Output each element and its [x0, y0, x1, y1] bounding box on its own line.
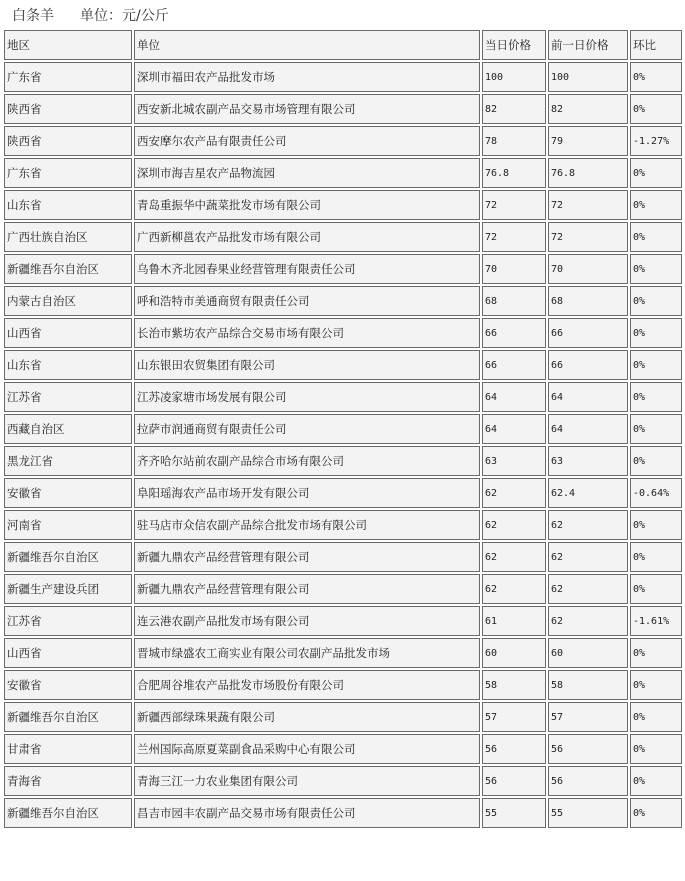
today-price-cell: 66 — [482, 350, 546, 380]
previous-price-cell: 55 — [548, 798, 628, 828]
table-body — [4, 62, 682, 828]
today-price-cell: 62 — [482, 574, 546, 604]
today-price-cell: 82 — [482, 94, 546, 124]
region-cell: 黑龙江省 — [4, 446, 132, 476]
column-header-change: 环比 — [630, 30, 682, 60]
previous-price-cell: 72 — [548, 222, 628, 252]
today-price-cell: 56 — [482, 734, 546, 764]
change-cell: 0% — [630, 254, 682, 284]
today-price-cell: 62 — [482, 510, 546, 540]
today-price-cell: 58 — [482, 670, 546, 700]
region-cell: 山东省 — [4, 190, 132, 220]
table-row — [4, 766, 682, 796]
table-row — [4, 638, 682, 668]
previous-price-cell: 100 — [548, 62, 628, 92]
region-cell: 新疆维吾尔自治区 — [4, 702, 132, 732]
previous-price-cell: 76.8 — [548, 158, 628, 188]
region-cell: 甘肃省 — [4, 734, 132, 764]
today-price-cell: 55 — [482, 798, 546, 828]
market-cell: 山东银田农贸集团有限公司 — [134, 350, 480, 380]
previous-price-cell: 72 — [548, 190, 628, 220]
today-price-cell: 64 — [482, 414, 546, 444]
region-cell: 安徽省 — [4, 478, 132, 508]
region-cell: 安徽省 — [4, 670, 132, 700]
header-row — [4, 30, 682, 60]
change-cell: 0% — [630, 542, 682, 572]
previous-price-cell: 62 — [548, 606, 628, 636]
previous-price-cell: 63 — [548, 446, 628, 476]
market-cell: 长治市紫坊农产品综合交易市场有限公司 — [134, 318, 480, 348]
change-cell: 0% — [630, 414, 682, 444]
table-row — [4, 670, 682, 700]
table-row — [4, 478, 682, 508]
today-price-cell: 64 — [482, 382, 546, 412]
table-row — [4, 702, 682, 732]
market-cell: 新疆西部绿珠果蔬有限公司 — [134, 702, 480, 732]
change-cell: -0.64% — [630, 478, 682, 508]
unit-label: 单位：元/公斤 — [80, 8, 169, 24]
today-price-cell: 70 — [482, 254, 546, 284]
previous-price-cell: 79 — [548, 126, 628, 156]
market-cell: 晋城市绿盛农工商实业有限公司农副产品批发市场 — [134, 638, 480, 668]
table-row — [4, 382, 682, 412]
change-cell: -1.27% — [630, 126, 682, 156]
table-row — [4, 286, 682, 316]
table-row — [4, 798, 682, 828]
today-price-cell: 100 — [482, 62, 546, 92]
price-table — [2, 28, 684, 830]
change-cell: 0% — [630, 446, 682, 476]
change-cell: -1.61% — [630, 606, 682, 636]
change-cell: 0% — [630, 286, 682, 316]
region-cell: 河南省 — [4, 510, 132, 540]
market-cell: 连云港农副产品批发市场有限公司 — [134, 606, 480, 636]
change-cell: 0% — [630, 670, 682, 700]
previous-price-cell: 58 — [548, 670, 628, 700]
market-cell: 呼和浩特市美通商贸有限责任公司 — [134, 286, 480, 316]
table-row — [4, 734, 682, 764]
today-price-cell: 66 — [482, 318, 546, 348]
previous-price-cell: 62 — [548, 574, 628, 604]
change-cell: 0% — [630, 222, 682, 252]
table-row — [4, 254, 682, 284]
change-cell: 0% — [630, 734, 682, 764]
today-price-cell: 72 — [482, 222, 546, 252]
table-row — [4, 190, 682, 220]
previous-price-cell: 64 — [548, 414, 628, 444]
table-row — [4, 414, 682, 444]
region-cell: 新疆生产建设兵团 — [4, 574, 132, 604]
market-cell: 齐齐哈尔站前农副产品综合市场有限公司 — [134, 446, 480, 476]
table-row — [4, 510, 682, 540]
previous-price-cell: 66 — [548, 318, 628, 348]
market-cell: 青海三江一力农业集团有限公司 — [134, 766, 480, 796]
region-cell: 广西壮族自治区 — [4, 222, 132, 252]
region-cell: 山西省 — [4, 638, 132, 668]
region-cell: 内蒙古自治区 — [4, 286, 132, 316]
region-cell: 江苏省 — [4, 606, 132, 636]
region-cell: 山西省 — [4, 318, 132, 348]
today-price-cell: 57 — [482, 702, 546, 732]
market-cell: 兰州国际高原夏菜副食品采购中心有限公司 — [134, 734, 480, 764]
market-cell: 深圳市海吉星农产品物流园 — [134, 158, 480, 188]
column-header-region: 地区 — [4, 30, 132, 60]
product-name: 白条羊 — [12, 8, 54, 24]
change-cell: 0% — [630, 638, 682, 668]
market-cell: 西安摩尔农产品有限责任公司 — [134, 126, 480, 156]
previous-price-cell: 82 — [548, 94, 628, 124]
today-price-cell: 78 — [482, 126, 546, 156]
today-price-cell: 62 — [482, 542, 546, 572]
change-cell: 0% — [630, 158, 682, 188]
region-cell: 广东省 — [4, 158, 132, 188]
table-row — [4, 62, 682, 92]
today-price-cell: 68 — [482, 286, 546, 316]
market-cell: 新疆九鼎农产品经营管理有限公司 — [134, 542, 480, 572]
region-cell: 新疆维吾尔自治区 — [4, 798, 132, 828]
market-cell: 昌吉市园丰农副产品交易市场有限责任公司 — [134, 798, 480, 828]
column-header-previous-price: 前一日价格 — [548, 30, 628, 60]
today-price-cell: 72 — [482, 190, 546, 220]
market-cell: 深圳市福田农产品批发市场 — [134, 62, 480, 92]
market-cell: 西安新北城农副产品交易市场管理有限公司 — [134, 94, 480, 124]
change-cell: 0% — [630, 766, 682, 796]
previous-price-cell: 64 — [548, 382, 628, 412]
change-cell: 0% — [630, 190, 682, 220]
column-header-unit: 单位 — [134, 30, 480, 60]
previous-price-cell: 56 — [548, 734, 628, 764]
region-cell: 西藏自治区 — [4, 414, 132, 444]
region-cell: 广东省 — [4, 62, 132, 92]
region-cell: 江苏省 — [4, 382, 132, 412]
today-price-cell: 61 — [482, 606, 546, 636]
table-row — [4, 574, 682, 604]
previous-price-cell: 62 — [548, 510, 628, 540]
market-cell: 广西新柳邕农产品批发市场有限公司 — [134, 222, 480, 252]
today-price-cell: 63 — [482, 446, 546, 476]
market-cell: 江苏凌家塘市场发展有限公司 — [134, 382, 480, 412]
table-row — [4, 350, 682, 380]
region-cell: 新疆维吾尔自治区 — [4, 254, 132, 284]
table-header — [4, 30, 682, 60]
change-cell: 0% — [630, 62, 682, 92]
previous-price-cell: 68 — [548, 286, 628, 316]
column-header-today-price: 当日价格 — [482, 30, 546, 60]
previous-price-cell: 70 — [548, 254, 628, 284]
change-cell: 0% — [630, 94, 682, 124]
change-cell: 0% — [630, 510, 682, 540]
region-cell: 陕西省 — [4, 126, 132, 156]
market-cell: 合肥周谷堆农产品批发市场股份有限公司 — [134, 670, 480, 700]
table-caption — [12, 5, 169, 27]
previous-price-cell: 56 — [548, 766, 628, 796]
table-row — [4, 542, 682, 572]
previous-price-cell: 62.4 — [548, 478, 628, 508]
market-cell: 青岛重振华中蔬菜批发市场有限公司 — [134, 190, 480, 220]
table-row — [4, 446, 682, 476]
region-cell: 山东省 — [4, 350, 132, 380]
change-cell: 0% — [630, 350, 682, 380]
change-cell: 0% — [630, 318, 682, 348]
change-cell: 0% — [630, 798, 682, 828]
market-cell: 新疆九鼎农产品经营管理有限公司 — [134, 574, 480, 604]
change-cell: 0% — [630, 702, 682, 732]
market-cell: 乌鲁木齐北园春果业经营管理有限责任公司 — [134, 254, 480, 284]
today-price-cell: 56 — [482, 766, 546, 796]
table-row — [4, 222, 682, 252]
change-cell: 0% — [630, 382, 682, 412]
today-price-cell: 62 — [482, 478, 546, 508]
previous-price-cell: 57 — [548, 702, 628, 732]
region-cell: 青海省 — [4, 766, 132, 796]
table-row — [4, 126, 682, 156]
region-cell: 新疆维吾尔自治区 — [4, 542, 132, 572]
previous-price-cell: 62 — [548, 542, 628, 572]
change-cell: 0% — [630, 574, 682, 604]
table-row — [4, 606, 682, 636]
today-price-cell: 60 — [482, 638, 546, 668]
table-row — [4, 94, 682, 124]
market-cell: 拉萨市润通商贸有限责任公司 — [134, 414, 480, 444]
table-row — [4, 158, 682, 188]
previous-price-cell: 66 — [548, 350, 628, 380]
region-cell: 陕西省 — [4, 94, 132, 124]
market-cell: 阜阳瑶海农产品市场开发有限公司 — [134, 478, 480, 508]
today-price-cell: 76.8 — [482, 158, 546, 188]
previous-price-cell: 60 — [548, 638, 628, 668]
table-row — [4, 318, 682, 348]
market-cell: 驻马店市众信农副产品综合批发市场有限公司 — [134, 510, 480, 540]
